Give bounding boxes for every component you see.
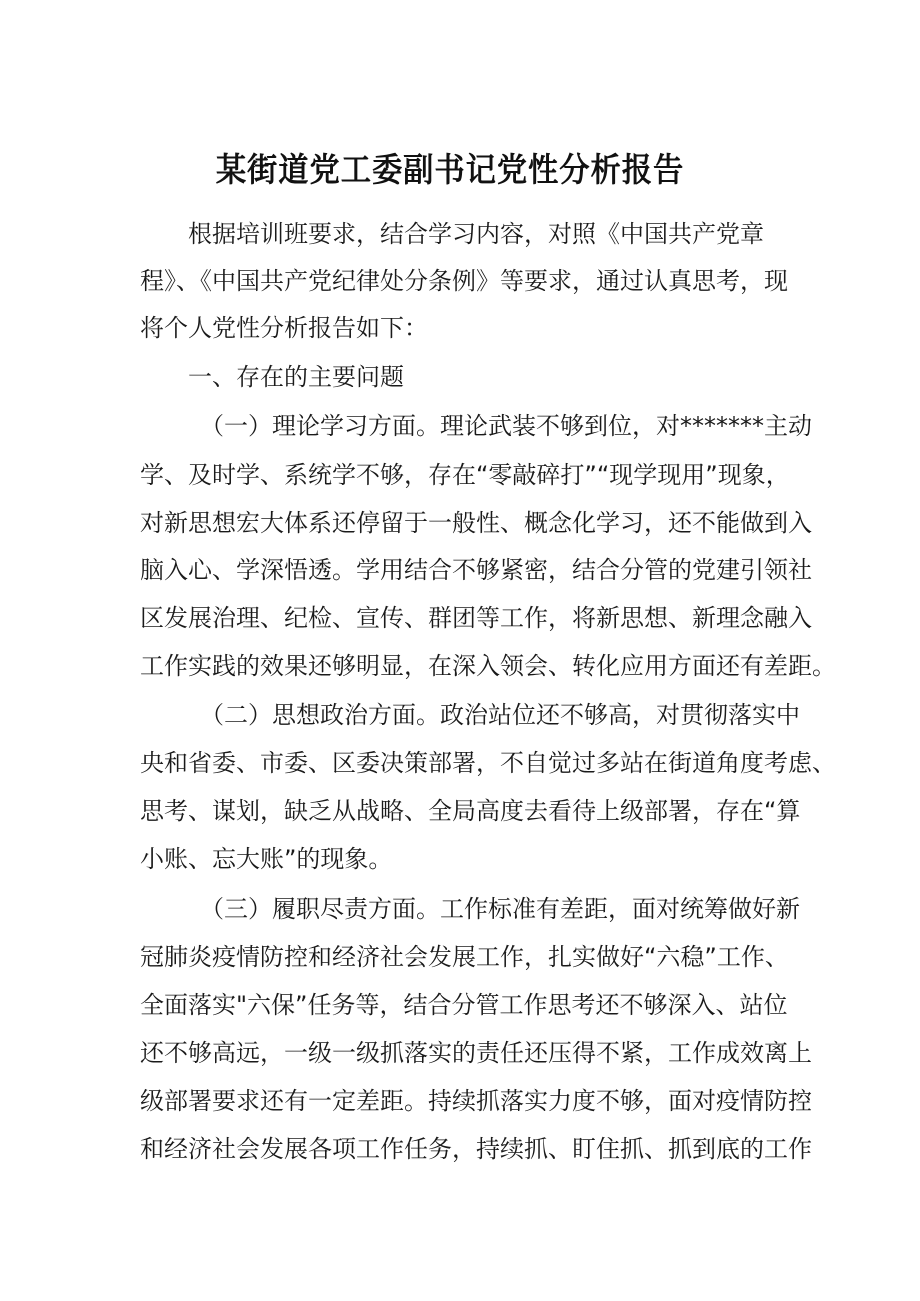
paragraph-theory-line-3: 对新思想宏大体系还停留于一般性、概念化学习，还不能做到入: [140, 509, 812, 537]
paragraph-duty-line-1: （三）履职尽责方面。工作标准有差距，面对统筹做好新: [200, 895, 800, 923]
paragraph-theory-line-4: 脑入心、学深悟透。学用结合不够紧密，结合分管的党建引领社: [140, 556, 812, 584]
paragraph-politics-line-3: 思考、谋划，缺乏从战略、全局高度去看待上级部署，存在“算: [140, 797, 801, 825]
paragraph-theory-line-6: 工作实践的效果还够明显，在深入领会、转化应用方面还有差距。: [140, 652, 836, 680]
paragraph-duty-line-6: 和经济社会发展各项工作任务，持续抓、盯住抓、抓到底的工作: [140, 1135, 812, 1163]
paragraph-duty-line-3: 全面落实"六保”任务等，结合分管工作思考还不够深入、站位: [140, 991, 788, 1019]
paragraph-duty-line-2: 冠肺炎疫情防控和经济社会发展工作，扎实做好“六稳”工作、: [140, 943, 789, 971]
paragraph-intro-line-2: 程》、《中国共产党纪律处分条例》等要求，通过认真思考，现: [140, 267, 788, 295]
paragraph-theory-line-5: 区发展治理、纪检、宣传、群团等工作，将新思想、新理念融入: [140, 604, 812, 632]
paragraph-duty-line-4: 还不够高远，一级一级抓落实的责任还压得不紧，工作成效离上: [140, 1039, 812, 1067]
paragraph-intro-line-3: 将个人党性分析报告如下：: [140, 314, 428, 342]
paragraph-politics-line-1: （二）思想政治方面。政治站位还不够高，对贯彻落实中: [200, 701, 800, 729]
paragraph-intro-line-1: 根据培训班要求，结合学习内容，对照《中国共产党章: [188, 220, 764, 248]
paragraph-theory-line-1: （一）理论学习方面。理论武装不够到位，对*******主动: [200, 412, 812, 440]
document-title: 某街道党工委副书记党性分析报告: [215, 150, 685, 189]
paragraph-politics-line-2: 央和省委、市委、区委决策部署，不自觉过多站在街道角度考虑、: [140, 749, 836, 777]
paragraph-duty-line-5: 级部署要求还有一定差距。持续抓落实力度不够，面对疫情防控: [140, 1087, 812, 1115]
section-heading-problems: 一、存在的主要问题: [188, 363, 404, 391]
paragraph-politics-line-4: 小账、忘大账”的现象。: [140, 845, 393, 873]
paragraph-theory-line-2: 学、及时学、系统学不够，存在“零敲碎打”“现学现用”现象，: [140, 461, 790, 489]
